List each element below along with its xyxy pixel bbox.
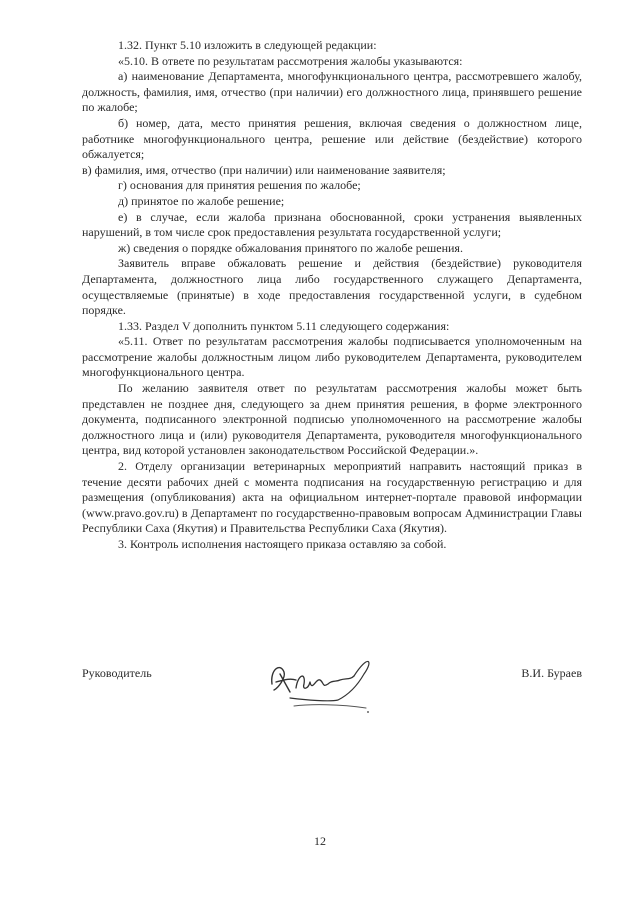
- document-body: [82, 38, 582, 553]
- paragraph-appeal-right: Заявитель вправе обжаловать решение и действия (бездействие) руководителя Департамента, должностного лица либо государственного служащего Департамента, осуществляемые (принятые) в ходе предоставления государственной услуги, в судебном порядке.: [82, 256, 582, 318]
- paragraph-5-11: «5.11. Ответ по результатам рассмотрения жалобы подписывается уполномоченным на рассмотрение жалобы должностным лицом либо руководителем Департамента, руководителем многофункционального центра.: [82, 334, 582, 380]
- paragraph-1-33: 1.33. Раздел V дополнить пунктом 5.11 следующего содержания:: [118, 318, 450, 333]
- paragraph-2: 2. Отделу организации ветеринарных мероприятий направить настоящий приказ в течение десяти рабочих дней с момента подписания на государственную регистрацию и для размещения (опубликования) акта на официальном интернет-портале правовой информации (www.pravo.gov.ru) в Департамент по государственно-правовым вопросам Администрации Главы Республики Саха (Якутия) и Правительства Республики Саха (Якутия).: [82, 459, 582, 536]
- page-number: 12: [314, 834, 326, 848]
- paragraph-electronic-answer: По желанию заявителя ответ по результатам рассмотрения жалобы может быть представлен не позднее дня, следующего за днем принятия решения, в форме электронного документа, подписанного электронной подписью уполномоченного на рассмотрение жалобы должностного лица и (или) руководителя Департамента, руководителя многофункционального центра, вид которой установлен законодательством Российской Федерации.».: [82, 381, 582, 458]
- signatory-name: В.И. Бураев: [521, 666, 582, 680]
- handwritten-signature: [250, 644, 390, 724]
- paragraph-item-v: в) фамилия, имя, отчество (при наличии) или наименование заявителя;: [82, 162, 446, 177]
- paragraph-5-10-intro: «5.10. В ответе по результатам рассмотрения жалобы указываются:: [118, 53, 463, 68]
- signature-block: [82, 666, 582, 716]
- paragraph-item-zh: ж) сведения о порядке обжалования принятого по жалобе решения.: [118, 240, 463, 255]
- paragraph-item-g: г) основания для принятия решения по жалобе;: [118, 178, 361, 193]
- paragraph-item-d: д) принятое по жалобе решение;: [118, 193, 285, 208]
- paragraph-item-a: а) наименование Департамента, многофункционального центра, рассмотревшего жалобу, должность, фамилия, имя, отчество (при наличии) его должностного лица, принявшего решение по жалобе;: [82, 69, 582, 115]
- signatory-title: Руководитель: [82, 666, 152, 680]
- paragraph-1-32: 1.32. Пункт 5.10 изложить в следующей редакции:: [118, 38, 377, 52]
- paragraph-item-e: е) в случае, если жалоба признана обоснованной, сроки устранения выявленных нарушений, в том числе срок предоставления результата государственной услуги;: [82, 209, 582, 240]
- paragraph-item-b: б) номер, дата, место принятия решения, включая сведения о должностном лице, работнике многофункционального центра, решение или действие (бездействие) которого обжалуется;: [82, 115, 582, 162]
- paragraph-3: 3. Контроль исполнения настоящего приказа оставляю за собой.: [118, 537, 447, 551]
